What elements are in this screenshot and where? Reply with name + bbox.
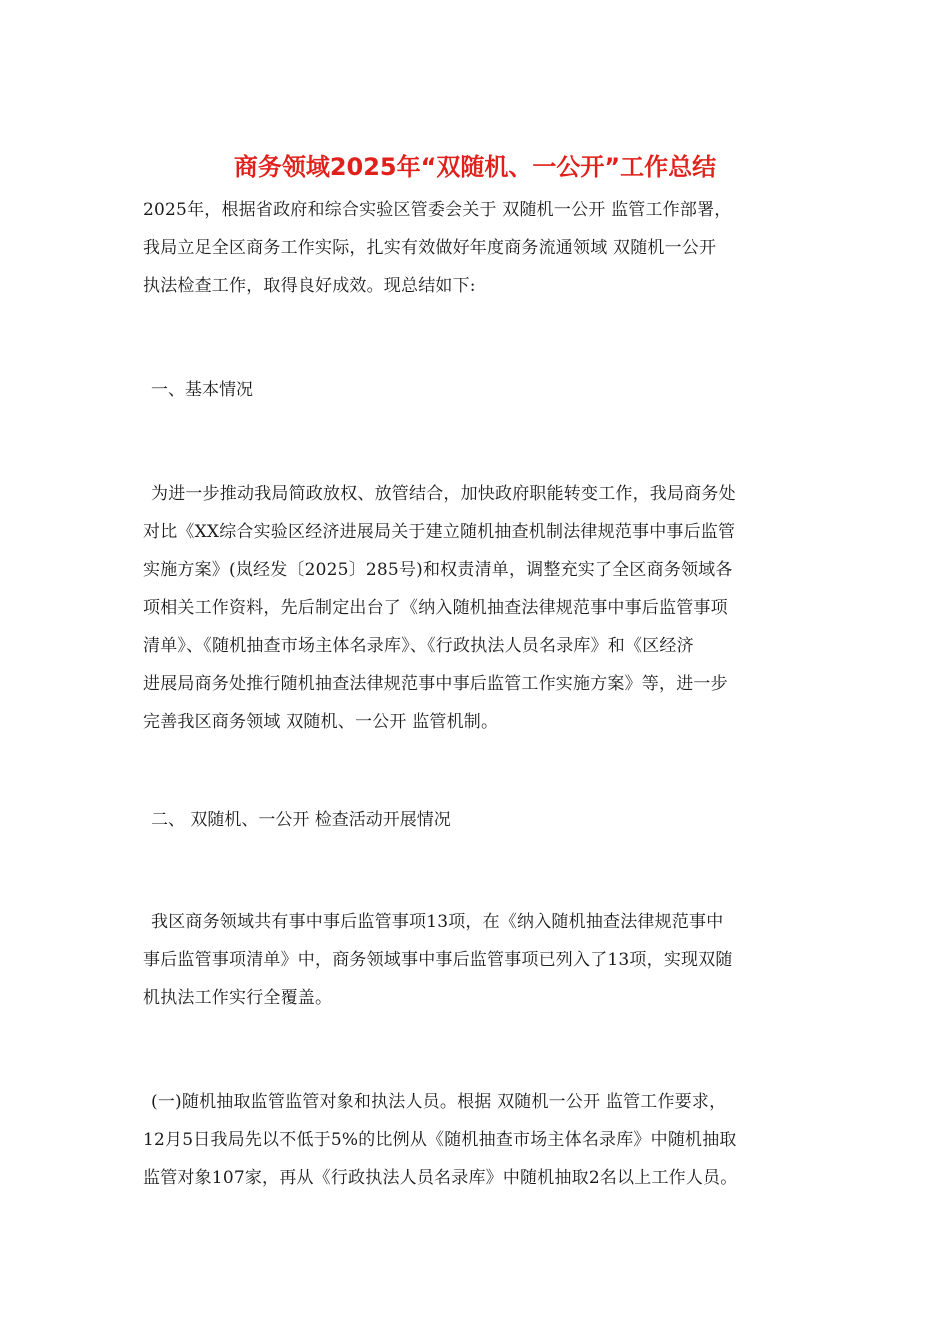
intro-line-1: 2025年，根据省政府和综合实验区管委会关于 双随机一公开 监管工作部署， (143, 200, 732, 220)
document-title: 商务领域2025年“双随机、一公开”工作总结 (233, 153, 717, 181)
section-2-para-1-line-2: 事后监管事项清单》中，商务领域事中事后监管事项已列入了13项，实现双随 (143, 950, 733, 970)
section-2-para-1-line-3: 机执法工作实行全覆盖。 (143, 988, 333, 1008)
section-2-para-2-line-2: 12月5日我局先以不低于5%的比例从《随机抽查市场主体名录库》中随机抽取 (143, 1130, 737, 1150)
section-1-line-3: 实施方案》(岚经发〔2025〕285号)和权责清单，调整充实了全区商务领域各 (143, 560, 733, 580)
section-2-heading: 二、 双随机、一公开 检查活动开展情况 (151, 810, 451, 830)
section-2-para-1-line-1: 我区商务领域共有事中事后监管事项13项，在《纳入随机抽查法律规范事中 (151, 912, 724, 932)
section-1-heading: 一、基本情况 (151, 380, 253, 400)
section-1-line-7: 完善我区商务领域 双随机、一公开 监管机制。 (143, 712, 499, 732)
section-1-line-2: 对比《XX综合实验区经济进展局关于建立随机抽查机制法律规范事中事后监管 (143, 522, 736, 542)
intro-line-3: 执法检查工作，取得良好成效。现总结如下: (143, 276, 476, 296)
section-1-line-4: 项相关工作资料，先后制定出台了《纳入随机抽查法律规范事中事后监管事项 (143, 598, 728, 618)
section-1-line-6: 进展局商务处推行随机抽查法律规范事中事后监管工作实施方案》等，进一步 (143, 674, 728, 694)
section-1-line-1: 为进一步推动我局简政放权、放管结合，加快政府职能转变工作，我局商务处 (151, 484, 736, 504)
section-2-para-2-line-1: (一)随机抽取监管监管对象和执法人员。根据 双随机一公开 监管工作要求， (151, 1092, 727, 1112)
intro-line-2: 我局立足全区商务工作实际，扎实有效做好年度商务流通领域 双随机一公开 (143, 238, 717, 258)
section-1-line-5: 清单》、《随机抽查市场主体名录库》、《行政执法人员名录库》和《区经济 (143, 636, 694, 656)
section-2-para-2-line-3: 监管对象107家，再从《行政执法人员名录库》中随机抽取2名以上工作人员。 (143, 1168, 738, 1188)
